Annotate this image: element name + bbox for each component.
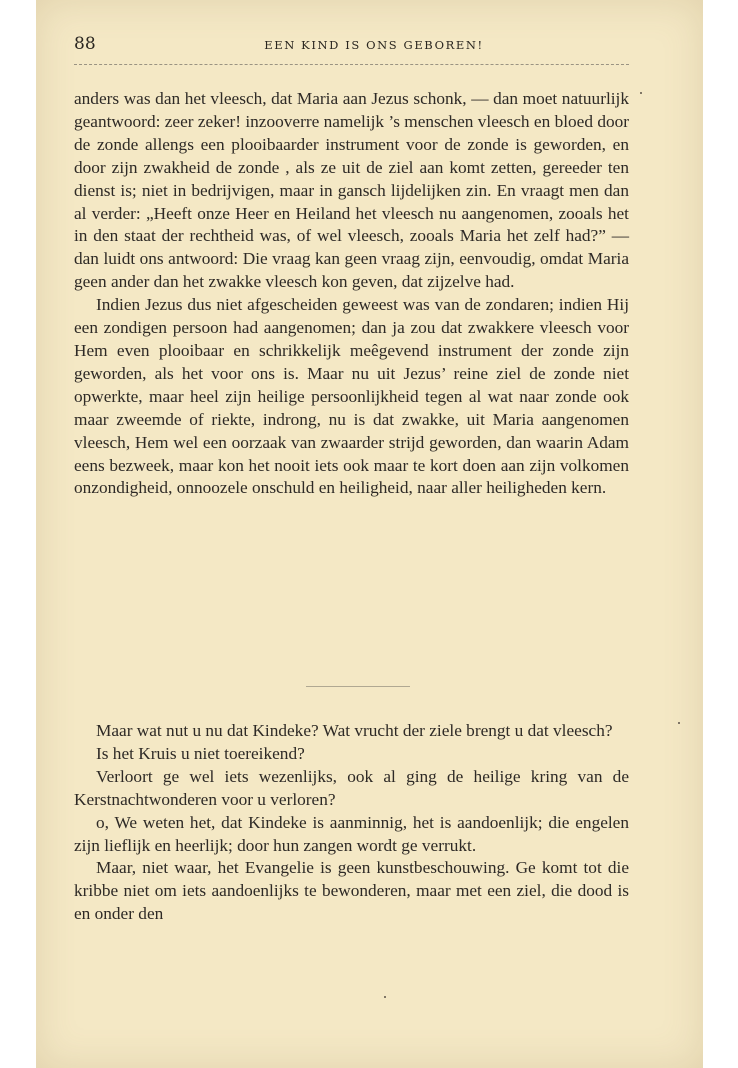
paragraph: Indien Jezus dus niet afgescheiden geweest was van de zondaren; indien Hij een zondigen persoon had aangenomen; dan ja zou dat zwakkere vleesch voor Hem even plooibaar en schrikkelijk meêgevend instrument der zonde zijn geworden, als het voor ons is. Maar nu uit Jezus’ reine ziel de zonde niet opwerkte, maar heel zijn heilige persoonlijkheid tegen al wat naar zonde ook maar zweemde of riekte, indrong, nu is dat zwakke, uit Maria aangenomen vleesch, Hem wel een oorzaak van zwaarder strijd geworden, dan waarin Adam eens bezweek, maar kon het nooit iets ook maar te kort doen aan zijn volkomen onzondigheid, onnoozele onschuld en heiligheid, naar aller heiligheden kern. bbox=[74, 295, 629, 498]
paragraph: o, We weten het, dat Kindeke is aanminnig, het is aandoenlijk; die engelen zijn lieflijk en heerlijk; door hun zangen wordt ge verrukt. bbox=[74, 812, 629, 855]
body-text-after-break bbox=[74, 720, 629, 926]
body-text-before-break bbox=[74, 88, 629, 500]
section-divider bbox=[306, 686, 410, 687]
paper-speck bbox=[384, 996, 386, 998]
paragraph: Maar, niet waar, het Evangelie is geen kunstbeschouwing. Ge komt tot die kribbe niet om iets aandoenlijks te bewonderen, maar met een ziel, die dood is en onder den bbox=[74, 858, 629, 924]
paper-speck bbox=[678, 722, 680, 724]
paragraph: Maar wat nut u nu dat Kindeke? Wat vrucht der ziele brengt u dat vleesch? bbox=[96, 721, 613, 740]
paragraph: Verloort ge wel iets wezenlijks, ook al ging de heilige kring van de Kerstnachtwonderen voor u verloren? bbox=[74, 766, 629, 809]
header-divider bbox=[74, 64, 629, 65]
page-number: 88 bbox=[74, 34, 96, 54]
page-header bbox=[74, 34, 629, 56]
paragraph: Is het Kruis u niet toereikend? bbox=[96, 743, 305, 763]
paragraph: anders was dan het vleesch, dat Maria aan Jezus schonk, — dan moet natuurlijk geantwoord: zeer zeker! inzooverre namelijk ’s menschen vleesch en bloed door de zonde allengs een plooibaarder instrument voor de zonde is geworden, en door zijn zwakheid de zonde , als ze uit de ziel aan komt zetten, gereeder ten dienst is; niet in bedrijvigen, maar in gansch lijdelijken zin. En vraagt men dan al verder: „Heeft onze Heer en Heiland het vleesch nu aangenomen, zooals het in den staat der rechtheid was, of wel vleesch, zooals Maria het zelf had?” — dan luidt ons antwoord: Die vraag kan geen vraag zijn, eenvoudig, omdat Maria geen ander dan het zwakke vleesch kon geven, dat zijzelve had. bbox=[74, 89, 629, 292]
running-head: EEN KIND IS ONS GEBOREN! bbox=[264, 38, 484, 52]
paper-speck bbox=[640, 92, 642, 94]
